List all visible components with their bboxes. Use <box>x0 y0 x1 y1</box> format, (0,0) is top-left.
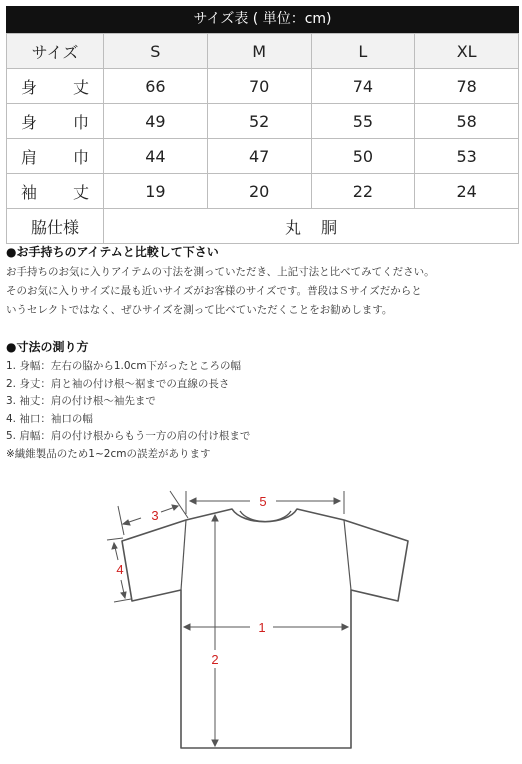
row-label-a: 身 <box>21 112 38 132</box>
header-s: S <box>104 34 208 69</box>
marker-2: 2 <box>211 652 219 667</box>
row-label-b: 巾 <box>72 147 89 167</box>
list-item: 3. 袖丈：肩の付け根～袖先まで <box>6 395 156 407</box>
marker-1: 1 <box>258 620 266 635</box>
table-cell: 19 <box>104 174 208 209</box>
table-row <box>7 174 519 209</box>
table-row <box>7 69 519 104</box>
table-row <box>7 209 519 244</box>
table-cell: 78 <box>415 69 519 104</box>
table-row <box>7 139 519 174</box>
side-spec-cell <box>104 209 519 244</box>
size-table-header-row <box>7 34 519 69</box>
row-label <box>7 104 104 139</box>
table-cell: 55 <box>311 104 415 139</box>
row-label-b: 巾 <box>72 112 89 132</box>
marker-3: 3 <box>151 508 159 523</box>
size-table <box>6 33 519 244</box>
list-item: ※繊維製品のため1~2cmの誤差があります <box>6 447 211 460</box>
table-cell: 74 <box>311 69 415 104</box>
size-table-title: サイズ表 ( 単位：cm) <box>6 6 519 33</box>
row-label <box>7 174 104 209</box>
side-spec-b: 胴 <box>321 217 338 237</box>
row-label-a: 身 <box>21 77 38 97</box>
table-cell: 20 <box>207 174 311 209</box>
table-cell: 44 <box>104 139 208 174</box>
row-label <box>7 139 104 174</box>
row-label-a: 袖 <box>21 182 38 202</box>
compare-heading: ●お手持ちのアイテムと比較して下さい <box>6 245 219 259</box>
table-cell: 53 <box>415 139 519 174</box>
tshirt-measurement-diagram <box>0 480 522 764</box>
table-cell: 66 <box>104 69 208 104</box>
table-cell: 52 <box>207 104 311 139</box>
header-l: L <box>311 34 415 69</box>
table-cell: 22 <box>311 174 415 209</box>
header-size-label: サイズ <box>7 34 104 69</box>
row-label-b: 丈 <box>72 77 89 97</box>
table-cell: 24 <box>415 174 519 209</box>
table-cell: 70 <box>207 69 311 104</box>
table-cell: 58 <box>415 104 519 139</box>
compare-paragraph <box>6 263 518 320</box>
list-item: 1. 身幅：左右の脇から1.0cm下がったところの幅 <box>6 360 242 372</box>
row-label-b: 丈 <box>72 182 89 202</box>
marker-5: 5 <box>259 494 267 509</box>
list-item: 4. 袖口：袖口の幅 <box>6 412 93 425</box>
measure-list <box>6 358 518 463</box>
header-xl: XL <box>415 34 519 69</box>
marker-4: 4 <box>116 562 124 577</box>
compare-line: そのお気に入りサイズに最も近いサイズがお客様のサイズです。普段はＳサイズだからと <box>6 285 422 297</box>
table-row <box>7 104 519 139</box>
table-cell: 50 <box>311 139 415 174</box>
list-item: 5. 肩幅：肩の付け根からもう一方の肩の付け根まで <box>6 430 251 442</box>
compare-line: いうセレクトではなく、ぜひサイズを測って比べていただくことをお勧めします。 <box>6 304 393 316</box>
side-spec-a: 丸 <box>284 217 301 237</box>
row-label <box>7 69 104 104</box>
row-label-a: 肩 <box>21 147 38 167</box>
compare-line: お手持ちのお気に入りアイテムの寸法を測っていただき、上記寸法と比べてみてください。 <box>6 266 435 278</box>
list-item: 2. 身丈：肩と袖の付け根～裾までの直線の長さ <box>6 377 230 390</box>
measure-heading: ●寸法の測り方 <box>6 340 89 354</box>
table-cell: 47 <box>207 139 311 174</box>
header-m: M <box>207 34 311 69</box>
row-label: 脇仕様 <box>7 209 104 244</box>
table-cell: 49 <box>104 104 208 139</box>
